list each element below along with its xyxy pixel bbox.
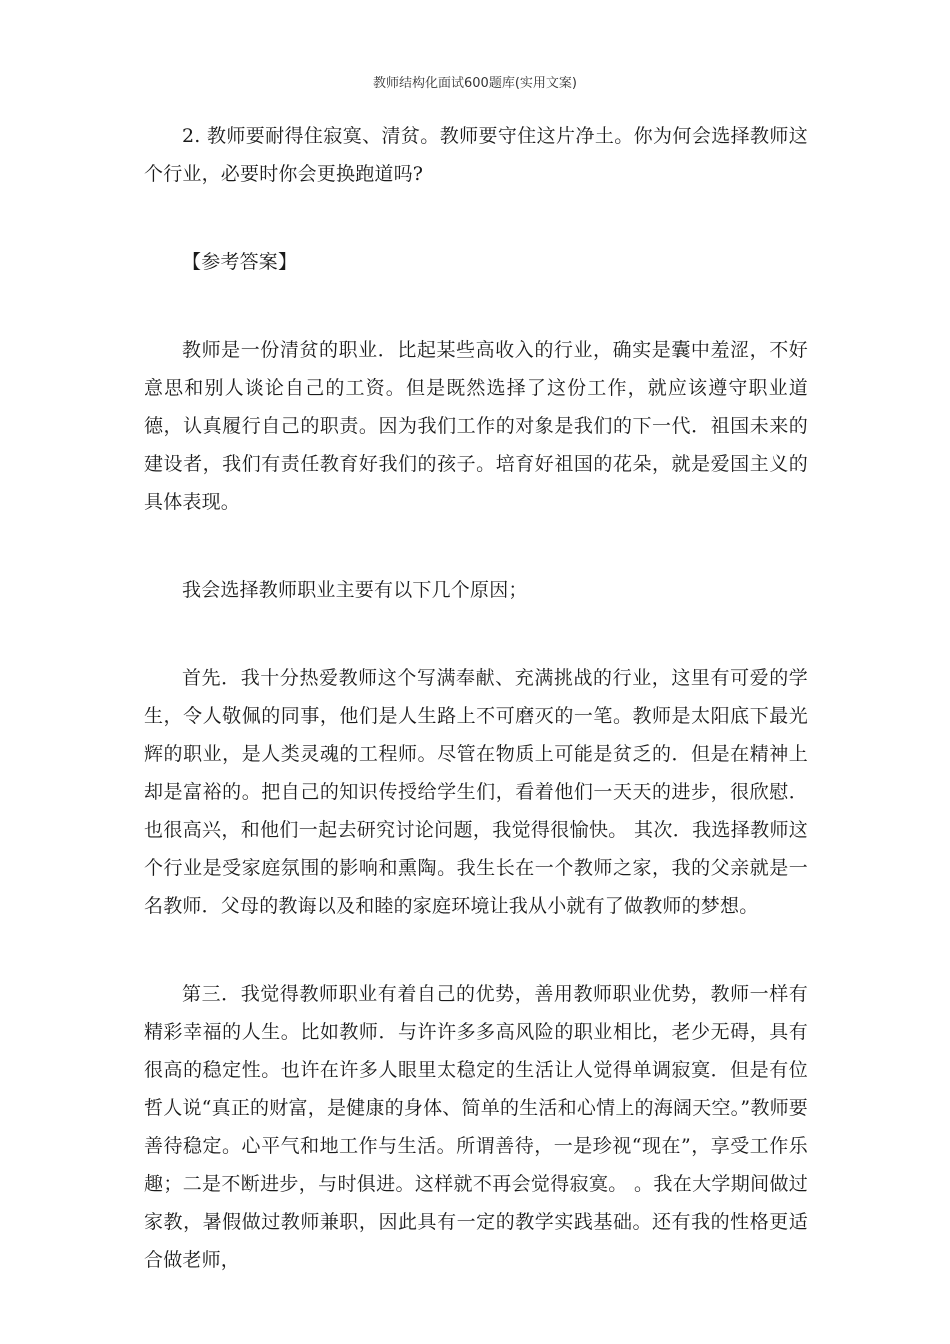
question-text: 2. 教师要耐得住寂寞、清贫。教师要守住这片净土。你为何会选择教师这个行业，必要时你会更换跑道吗?	[144, 125, 808, 185]
paragraph-first-second: 首先．我十分热爱教师这个写满奉献、充满挑战的行业，这里有可爱的学生，令人敬佩的同事，他们是人生路上不可磨灭的一笔。教师是太阳底下最光辉的职业，是人类灵魂的工程师。尽管在物质上可能是贫乏的．但是在精神上却是富裕的。把自己的知识传授给学生们，看着他们一天天的进步，很欣慰．也很高兴，和他们一起去研究讨论问题，我觉得很愉快。 其次．我选择教师这个行业是受家庭氛围的影响和熏陶。我生长在一个教师之家，我的父亲就是一名教师．父母的教诲以及和睦的家庭环境让我从小就有了做教师的梦想。	[144, 667, 808, 917]
answer-heading: 【参考答案】	[182, 251, 298, 273]
spacer	[144, 193, 808, 243]
page-header: 教师结构化面试600题库(实用文案)	[373, 76, 577, 91]
document-body	[144, 117, 808, 1279]
paragraph-intro: 教师是一份清贫的职业．比起某些高收入的行业，确实是囊中羞涩，不好意思和别人谈论自己的工资。但是既然选择了这份工作，就应该遵守职业道德，认真履行自己的职责。因为我们工作的对象是我们的下一代．祖国未来的建设者，我们有责任教育好我们的孩子。培育好祖国的花朵，就是爱国主义的具体表现。	[144, 339, 808, 513]
paragraph-third: 第三．我觉得教师职业有着自己的优势，善用教师职业优势，教师一样有精彩幸福的人生。比如教师．与许许多多高风险的职业相比，老少无碍，具有很高的稳定性。也许在许多人眼里太稳定的生活让人觉得单调寂寞．但是有位哲人说“真正的财富，是健康的身体、简单的生活和心情上的海阔天空。”教师要善待稳定。心平气和地工作与生活。所谓善待，一是珍视“现在”，享受工作乐趣；二是不断进步，与时俱进。这样就不再会觉得寂寞。 。我在大学期间做过家教，暑假做过教师兼职，因此具有一定的教学实践基础。还有我的性格更适合做老师，	[144, 983, 808, 1271]
spacer	[144, 609, 808, 659]
spacer	[144, 925, 808, 975]
spacer	[144, 521, 808, 571]
spacer	[144, 281, 808, 331]
paragraph-reasons-lead: 我会选择教师职业主要有以下几个原因；	[182, 579, 528, 601]
